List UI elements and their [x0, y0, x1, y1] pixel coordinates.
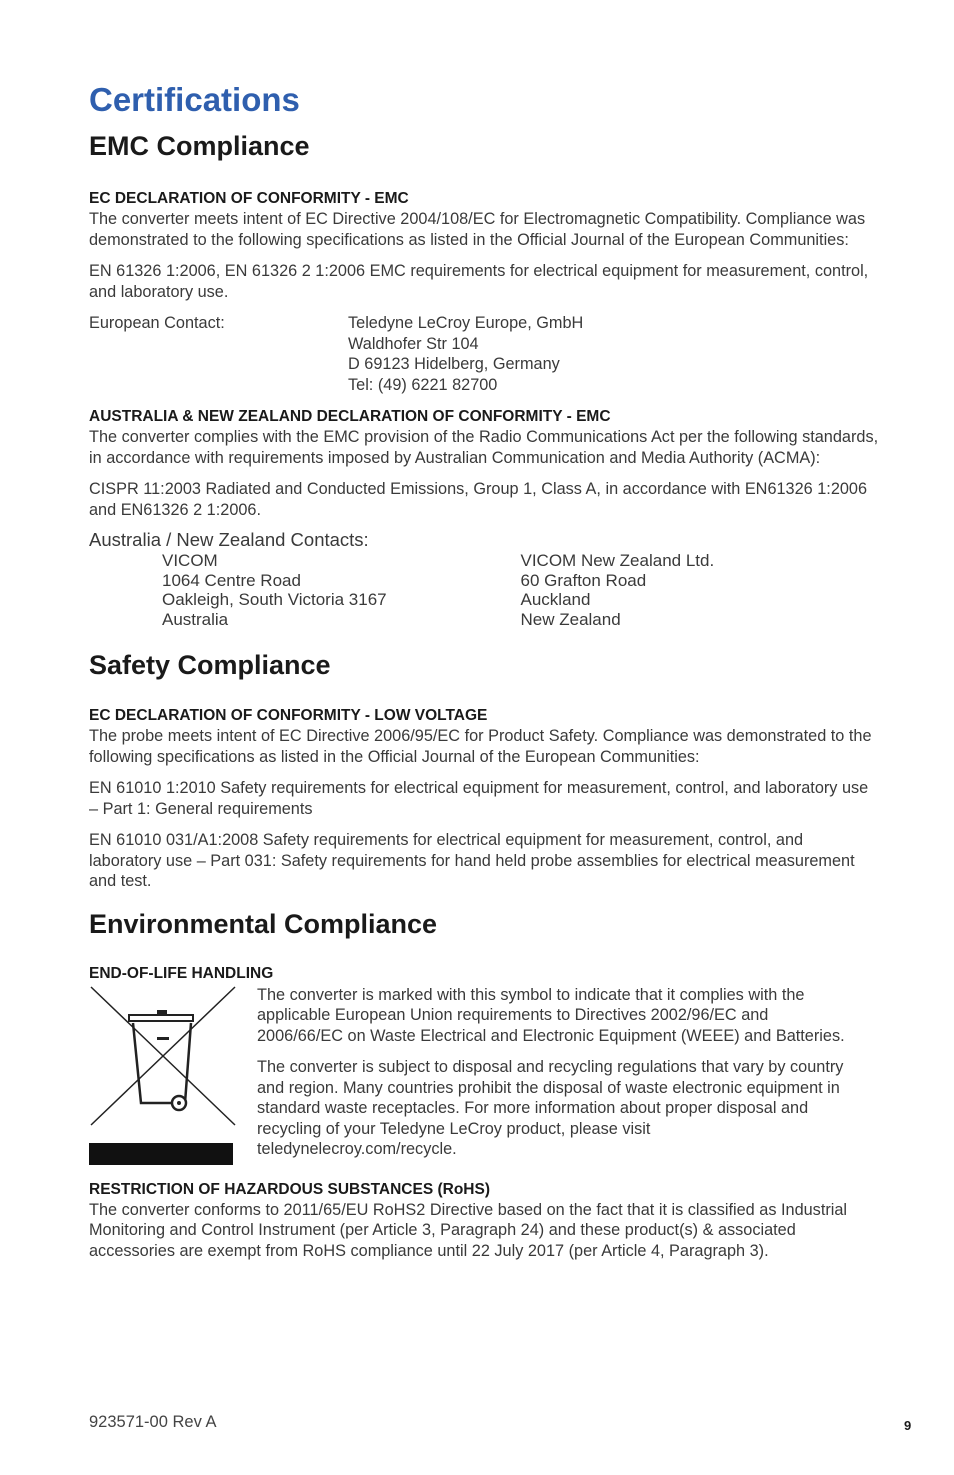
contact-line: Auckland	[520, 590, 591, 609]
rohs-paragraph: The converter conforms to 2011/65/EU RoHS2 Directive based on the fact that it is classified as Industrial Monitoring and Control Instrument (per Article 3, Paragraph 24) and these product(s) & associated accessories are exempt from RoHS compliance until 22 July 2017 (per Article 4, Paragraph 3).	[89, 1200, 848, 1260]
au-nz-paragraph-1: The converter complies with the EMC provision of the Radio Communications Act per the following standards, in accordance with requirements imposed by Australian Communication and Media Authority (ACMA):	[89, 428, 879, 467]
ec-low-voltage-heading: EC DECLARATION OF CONFORMITY - LOW VOLTAGE	[89, 707, 488, 724]
end-of-life-paragraph-1: The converter is marked with this symbol to indicate that it complies with the applicable European Union requirements to Directives 2002/96/EC and 2006/66/EC on Waste Electrical and Electronic Equipment (WEEE) and Batteries.	[257, 985, 845, 1045]
document-id: 923571-00 Rev A	[89, 1413, 217, 1431]
ec-emc-heading: EC DECLARATION OF CONFORMITY - EMC	[89, 190, 409, 207]
contact-line: Oakleigh, South Victoria 3167	[162, 590, 387, 609]
emc-heading: EMC Compliance	[89, 131, 310, 161]
european-contact	[89, 313, 879, 395]
rohs-heading: RESTRICTION OF HAZARDOUS SUBSTANCES (RoHS)	[89, 1180, 490, 1198]
end-of-life-heading: END-OF-LIFE HANDLING	[89, 964, 274, 982]
contact-line: D 69123 Hidelberg, Germany	[348, 355, 560, 373]
contact-line: 1064 Centre Road	[162, 570, 301, 590]
page-content	[89, 78, 879, 1261]
end-of-life-paragraph-2: The converter is subject to disposal and recycling regulations that vary by country and region. Many countries prohibit the disposal of waste electronic equipment in standard waste receptacles. For more information about proper disposal and recycling of your Teledyne LeCroy product, please visit teledynelecroy.com/recycle.	[257, 1058, 844, 1158]
european-contact-label: European Contact:	[89, 314, 225, 332]
contact-line: VICOM New Zealand Ltd.	[520, 551, 715, 570]
ec-emc-paragraph-1: The converter meets intent of EC Directive 2004/108/EC for Electromagnetic Compatibility. Compliance was demonstrated to the following specifications as listed in the Official Journal of the European Communities:	[89, 210, 866, 249]
crossed-out-wheelie-bin-icon	[89, 985, 257, 1170]
contact-line: Waldhofer Str 104	[348, 334, 479, 353]
safety-paragraph-1: The probe meets intent of EC Directive 2006/95/EC for Product Safety. Compliance was demonstrated to the following specifications as listed in the Official Journal of the European Communities:	[89, 727, 872, 766]
contact-line: 60 Grafton Road	[520, 570, 647, 590]
safety-paragraph-3: EN 61010 031/A1:2008 Safety requirements for electrical equipment for measurement, control, and laboratory use – Part 031: Safety requirements for hand held probe assemblies for electrical measurement and test.	[89, 831, 855, 890]
safety-heading: Safety Compliance	[89, 650, 331, 680]
ec-emc-paragraph-2: EN 61326 1:2006, EN 61326 2 1:2006 EMC requirements for electrical equipment for measurement, control, and laboratory use.	[89, 262, 869, 301]
contact-australia	[162, 551, 521, 629]
contact-line: VICOM	[162, 551, 218, 570]
contact-line: Australia	[162, 609, 229, 629]
safety-paragraph-2: EN 61010 1:2010 Safety requirements for electrical equipment for measurement, control, and laboratory use – Part 1: General requirements	[89, 779, 869, 818]
end-of-life-section	[89, 985, 879, 1170]
au-nz-contacts	[89, 551, 879, 629]
environmental-heading: Environmental Compliance	[89, 908, 438, 939]
european-contact-address	[348, 313, 583, 395]
end-of-life-text	[257, 985, 847, 1170]
au-nz-paragraph-2: CISPR 11:2003 Radiated and Conducted Emissions, Group 1, Class A, in accordance with EN61326 1:2006 and EN61326 2 1:2006.	[89, 480, 868, 519]
page-title: Certifications	[89, 81, 300, 118]
contact-line: Teledyne LeCroy Europe, GmbH	[348, 314, 584, 332]
contact-line: Tel: (49) 6221 82700	[348, 375, 498, 394]
contact-line: New Zealand	[520, 609, 621, 629]
au-nz-heading: AUSTRALIA & NEW ZEALAND DECLARATION OF CONFORMITY - EMC	[89, 408, 611, 425]
contact-new-zealand	[521, 551, 880, 629]
au-nz-contacts-heading: Australia / New Zealand Contacts:	[89, 529, 369, 550]
page-number: 9	[904, 1418, 912, 1433]
